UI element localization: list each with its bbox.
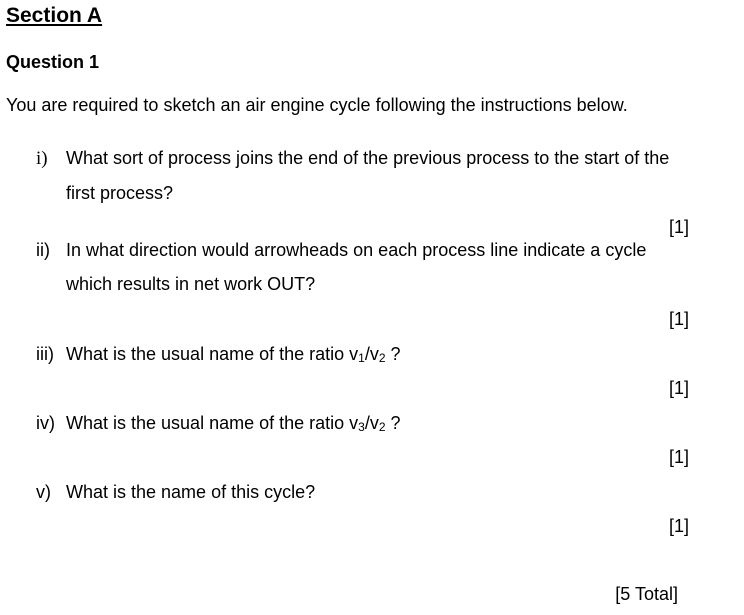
item-1-text-line-2: first process? bbox=[66, 183, 174, 203]
item-4-subscript-a: 3 bbox=[358, 420, 365, 434]
item-2-mark: [1] bbox=[668, 309, 689, 329]
item-4-mark: [1] bbox=[668, 447, 689, 467]
item-number-1: i) bbox=[36, 148, 48, 169]
item-5-text: What is the name of this cycle? bbox=[66, 482, 316, 502]
item-1-mark: [1] bbox=[668, 217, 689, 237]
total-marks: [5 Total] bbox=[615, 584, 678, 604]
item-4-text-prefix: What is the usual name of the ratio v bbox=[66, 413, 359, 433]
item-3-subscript-b: 2 bbox=[378, 351, 386, 365]
item-3-text-mid: /v bbox=[364, 344, 379, 364]
item-4-text bbox=[66, 413, 401, 434]
instructions-text: You are required to sketch an air engine cycle following the instructions below. bbox=[6, 95, 628, 115]
item-3-text-prefix: What is the usual name of the ratio v bbox=[66, 344, 359, 364]
item-4-text-suffix: ? bbox=[385, 413, 401, 433]
item-2-text-line-2: which results in net work OUT? bbox=[66, 274, 316, 294]
item-3-mark: [1] bbox=[668, 378, 689, 398]
item-5-mark: [1] bbox=[668, 516, 689, 536]
item-4-text-mid: /v bbox=[364, 413, 379, 433]
item-number-4: iv) bbox=[36, 413, 55, 433]
item-3-text bbox=[66, 344, 401, 365]
section-heading: Section A bbox=[6, 4, 103, 27]
item-1-text-line-1: What sort of process joins the end of the previous process to the start of the bbox=[66, 148, 670, 168]
item-number-3: iii) bbox=[36, 344, 54, 364]
question-heading: Question 1 bbox=[6, 52, 100, 72]
item-3-subscript-a: 1 bbox=[358, 351, 365, 365]
item-3-text-suffix: ? bbox=[385, 344, 401, 364]
item-number-2: ii) bbox=[36, 240, 50, 260]
item-number-5: v) bbox=[36, 482, 51, 502]
item-2-text-line-1: In what direction would arrowheads on each process line indicate a cycle bbox=[66, 240, 647, 260]
item-4-subscript-b: 2 bbox=[378, 420, 386, 434]
